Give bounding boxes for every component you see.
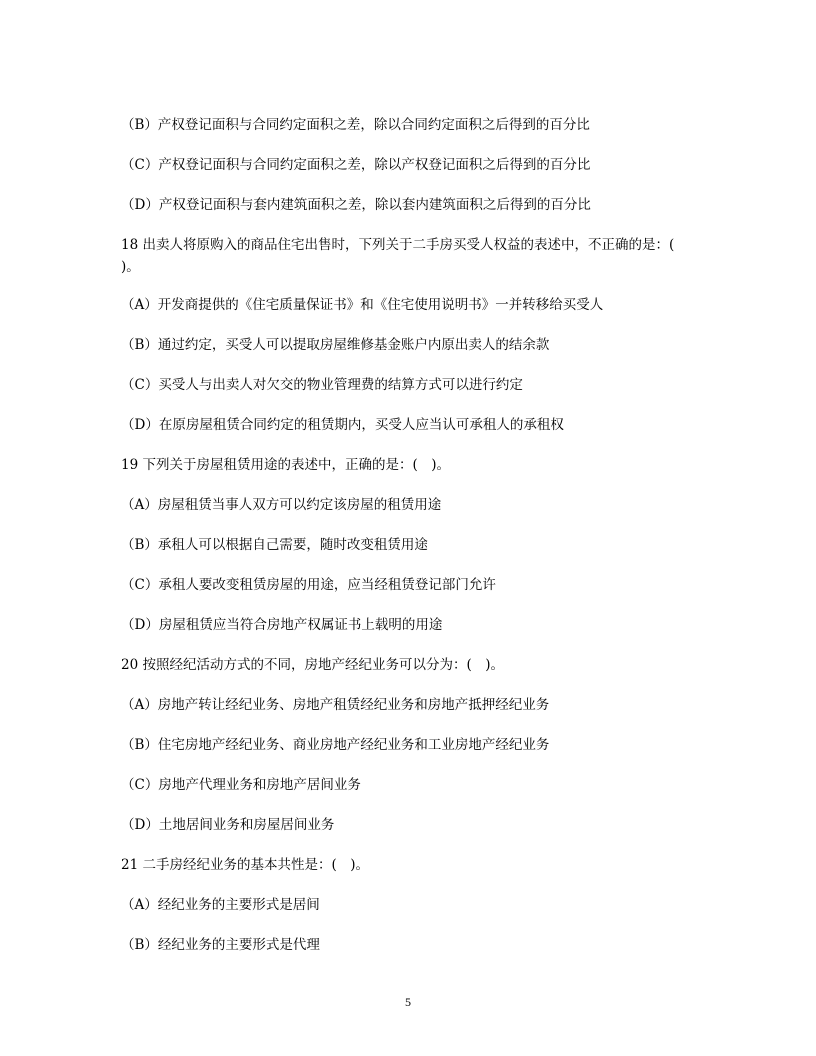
option-line: （C）产权登记面积与合同约定面积之差，除以产权登记面积之后得到的百分比 xyxy=(121,157,591,173)
option-line: （D）在原房屋租赁合同约定的租赁期内，买受人应当认可承租人的承租权 xyxy=(121,417,564,433)
option-line: （A）房屋租赁当事人双方可以约定该房屋的租赁用途 xyxy=(121,497,442,513)
option-line: （C）承租人要改变租赁房屋的用途，应当经租赁登记部门允许 xyxy=(121,577,496,593)
option-line: （B）住宅房地产经纪业务、商业房地产经纪业务和工业房地产经纪业务 xyxy=(121,737,550,753)
option-line: （C）房地产代理业务和房地产居间业务 xyxy=(121,777,361,793)
option-line: （D）土地居间业务和房屋居间业务 xyxy=(121,817,335,833)
question-line-continued: )。 xyxy=(121,259,140,275)
option-line: （D）产权登记面积与套内建筑面积之差，除以套内建筑面积之后得到的百分比 xyxy=(121,197,591,213)
option-line: （B）通过约定，买受人可以提取房屋维修基金账户内原出卖人的结余款 xyxy=(121,337,550,353)
option-line: （A）开发商提供的《住宅质量保证书》和《住宅使用说明书》一并转移给买受人 xyxy=(121,297,604,313)
option-line: （B）经纪业务的主要形式是代理 xyxy=(121,937,320,953)
option-line: （A）房地产转让经纪业务、房地产租赁经纪业务和房地产抵押经纪业务 xyxy=(121,697,550,713)
option-line: （B）产权登记面积与合同约定面积之差，除以合同约定面积之后得到的百分比 xyxy=(121,117,590,133)
question-line: 21 二手房经纪业务的基本共性是：( )。 xyxy=(121,857,370,873)
question-line: 19 下列关于房屋租赁用途的表述中，正确的是：( )。 xyxy=(121,457,451,473)
option-line: （D）房屋租赁应当符合房地产权属证书上载明的用途 xyxy=(121,617,443,633)
option-line: （A）经纪业务的主要形式是居间 xyxy=(121,897,320,913)
page-number: 5 xyxy=(405,995,411,1009)
question-line: 18 出卖人将原购入的商品住宅出售时，下列关于二手房买受人权益的表述中，不正确的是：( xyxy=(121,237,675,253)
option-line: （B）承租人可以根据自己需要，随时改变租赁用途 xyxy=(121,537,428,553)
option-line: （C）买受人与出卖人对欠交的物业管理费的结算方式可以进行约定 xyxy=(121,377,523,393)
question-line: 20 按照经纪活动方式的不同，房地产经纪业务可以分为：( )。 xyxy=(121,657,505,673)
